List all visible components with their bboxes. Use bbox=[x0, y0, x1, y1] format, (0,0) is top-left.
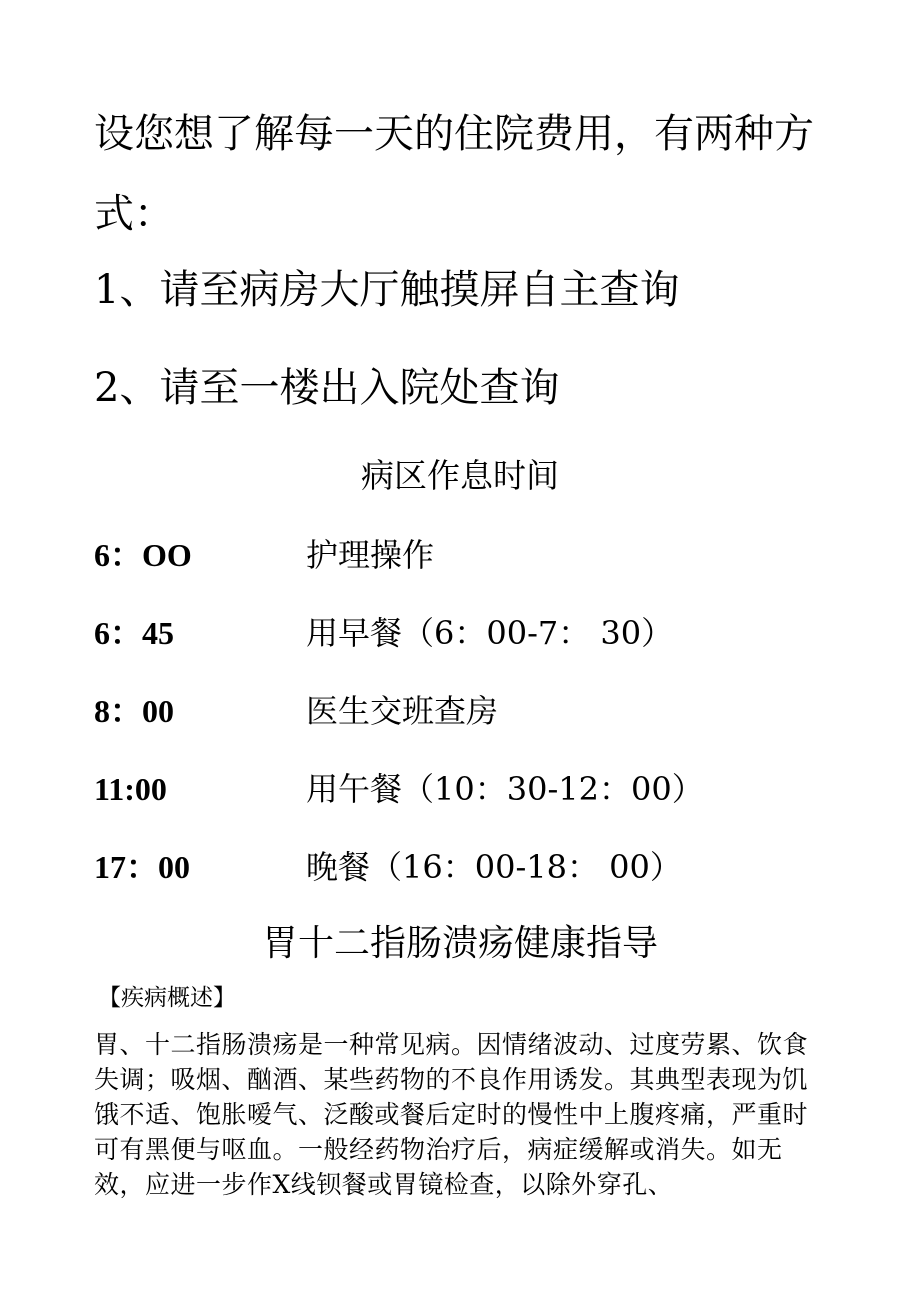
schedule-activity: 用午餐（10：30-12：00） bbox=[306, 770, 704, 808]
schedule-row bbox=[94, 535, 834, 575]
schedule-row bbox=[94, 847, 834, 887]
section-label: 【疾病概述】 bbox=[98, 985, 236, 1011]
schedule-title: 病区作息时间 bbox=[361, 456, 559, 495]
schedule-row bbox=[94, 613, 834, 653]
intro-option-1: 1、请至病房大厅触摸屏自主查询 bbox=[94, 267, 680, 313]
schedule-activity: 用早餐（6：00-7： 30） bbox=[306, 614, 674, 652]
schedule-activity: 医生交班查房 bbox=[306, 692, 499, 730]
schedule-activity: 护理操作 bbox=[306, 536, 435, 574]
schedule-row bbox=[94, 769, 834, 809]
intro-line-1: 设您想了解每一天的住院费用，有两种方 bbox=[94, 111, 814, 157]
intro-line-2: 式： bbox=[94, 191, 174, 237]
schedule-time: 17：00 bbox=[94, 849, 191, 885]
guide-paragraph: 胃、十二指肠溃疡是一种常见病。因情绪波动、过度劳累、饮食失调；吸烟、酗酒、某些药物的不良作用诱发。其典型表现为饥饿不适、饱胀嗳气、泛酸或餐后定时的慢性中上腹疼痛，严重时可有黑便与呕血。一般经药物治疗后，病症缓解或消失。如无效，应进一步作X线钡餐或胃镜检查，以除外穿孔、 bbox=[94, 1030, 809, 1199]
schedule-activity: 晚餐（16：00-18： 00） bbox=[306, 848, 682, 886]
intro-option-2: 2、请至一楼出入院处查询 bbox=[94, 365, 560, 411]
guide-title: 胃十二指肠溃疡健康指导 bbox=[261, 923, 658, 964]
schedule-time: 6：OO bbox=[94, 537, 192, 573]
schedule-row bbox=[94, 691, 834, 731]
schedule-time: 11:00 bbox=[94, 771, 167, 807]
schedule-time: 6：45 bbox=[94, 615, 175, 651]
schedule-time: 8：00 bbox=[94, 693, 175, 729]
